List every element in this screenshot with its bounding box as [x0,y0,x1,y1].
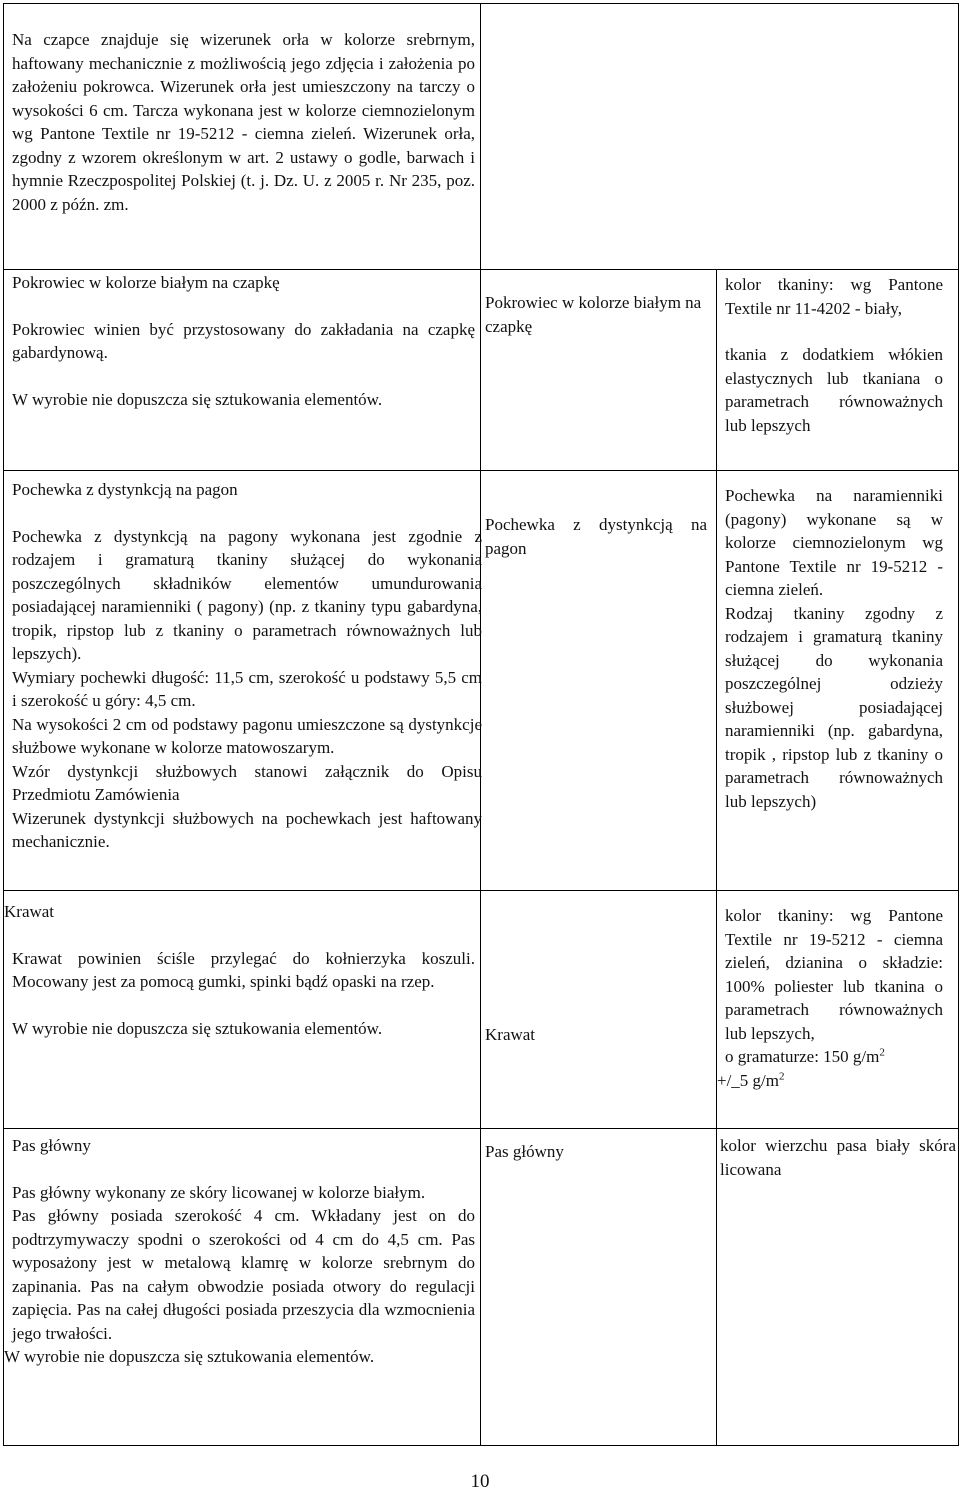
row-epaulette-sleeve-description [12,478,482,854]
eagle-emblem-description [12,28,475,216]
row-note: W wyrobie nie dopuszcza się sztukowania elementów. [4,1347,375,1366]
row-body-paragraph: Krawat powinien ściśle przylegać do kołnierzyka koszuli. Mocowany jest za pomocą gumki, spinki bądź opaski na rzep. [12,948,475,991]
row-note: W wyrobie nie dopuszcza się sztukowania elementów. [12,389,383,409]
row-note: W wyrobie nie dopuszcza się sztukowania elementów. [12,1018,383,1038]
row-belt-description [4,1134,475,1369]
material-grammage [725,1045,943,1069]
grammage-text: o gramaturze: 150 g/m [725,1047,880,1066]
row-body-paragraph: Pochewka z dystynkcją na pagony wykonana jest zgodnie z rodzajem i gramaturą tkaniny służącej do wykonania poszczególnych składników elementów umundurowania posiadającej naramienniki ( pagony) (np. z tkaniny typu gabardyna, tropik, ripstop lub z tkaniny o parametrach równoważnych lub lepszych). [12,526,482,663]
superscript: 2 [779,1069,785,1082]
row-cap-cover-material [725,273,943,437]
row-body-paragraph: Wizerunek dystynkcji służbowych na pochewkach jest haftowany mechanicznie. [12,808,482,851]
page-number: 10 [470,1471,490,1492]
tolerance-text: +/_5 g/m [717,1070,780,1090]
column-divider-2 [716,269,717,1446]
row-divider-1 [3,269,959,270]
product-name: Pokrowiec w kolorze białym na czapkę [485,293,702,336]
row-cap-cover-description [12,271,475,411]
row-body-paragraph: Pokrowiec winien być przystosowany do zakładania na czapkę gabardynową. [12,319,475,362]
row-divider-3 [3,890,959,891]
row-title: Pas główny [12,1136,91,1155]
row-epaulette-sleeve-name [485,513,707,560]
row-body-paragraph: Wzór dystynkcji służbowych stanowi załącznik do Opisu Przedmiotu Zamówienia [12,761,482,804]
material-line: kolor tkaniny: wg Pantone Textile nr 11-4202 - biały, [725,275,943,318]
row-belt-name [485,1140,707,1164]
row-title: Pokrowiec w kolorze białym na czapkę [12,273,280,292]
row-tie-material [717,904,943,1092]
product-name: Krawat [485,1025,536,1044]
material-tolerance [717,1069,943,1093]
row-tie-description [4,900,475,1040]
row-divider-2 [3,470,959,471]
row-epaulette-sleeve-material [725,484,943,813]
row-title: Krawat [4,902,55,921]
product-name: Pochewka z dystynkcją na pagon [485,515,707,558]
material-line: kolor wierzchu pasa biały skóra licowana [720,1136,956,1179]
material-line: tkania z dodatkiem włókien elastycznych lub tkaniana o parametrach równoważnych lub lepszych [725,345,943,435]
row-body-paragraph: Pas główny posiada szerokość 4 cm. Wkładany jest on do podtrzymywaczy spodni o szerokości od 4 cm do 4,5 cm. Pas wyposażony jest w metalową klamrę w kolorze srebrnym do zapinania. Pas na całym obwodzie posiada otwory do regulacji zapięcia. Pas na całej długości posiada przeszycia dla wzmocnienia jego trwałości. [12,1206,475,1343]
row-belt-material [720,1134,956,1181]
table-right-border [958,3,959,1446]
row-body-paragraph: Na wysokości 2 cm od podstawy pagonu umieszczone są dystynkcje służbowe wykonane w kolorze matowoszarym. [12,714,482,757]
eagle-emblem-text: Na czapce znajduje się wizerunek orła w kolorze srebrnym, haftowany mechanicznie z możliwością jego zdjęcia i założenia po założeniu pokrowca. Wizerunek orła jest umieszczony na tarczy o wysokości 6 cm. Tarcza wykonana jest w kolorze ciemnozielonym wg Pantone Textile nr 19-5212 - ciemna zieleń. Wizerunek orła, zgodny z wzorem określonym w art. 2 ustawy o godle, barwach i hymnie Rzeczpospolitej Polskiej (t. j. Dz. U. z 2005 r. Nr 235, poz. 2000 z późn. zm. [12,30,475,214]
row-body-paragraph: Wymiary pochewki długość: 11,5 cm, szerokość u podstawy 5,5 cm i szerokość u góry: 4,5 cm. [12,667,482,710]
superscript: 2 [879,1046,885,1059]
material-line: Rodzaj tkaniny zgodny z rodzajem i gramaturą tkaniny służącej do wykonania poszczególnej odzieży służbowej posiadającej naramienniki (np. gabardyna, tropik , ripstop lub z tkaniny o parametrach równoważnych lub lepszych) [725,603,943,811]
material-line: Pochewka na naramienniki (pagony) wykonane są w kolorze ciemnozielonym wg Pantone Textile nr 19-5212 - ciemna zieleń. [725,486,943,599]
row-divider-4 [3,1128,959,1129]
row-cap-cover-name [485,291,707,338]
material-line: kolor tkaniny: wg Pantone Textile nr 19-5212 - ciemna zieleń, dzianina o składzie: 100% poliester lub tkanina o parametrach równoważnych lub lepszych, [725,906,943,1043]
product-name: Pas główny [485,1142,564,1161]
table-left-border [3,3,4,1446]
table-bottom-border [3,1445,959,1446]
row-body-paragraph: Pas główny wykonany ze skóry licowanej w kolorze białym. [12,1182,426,1202]
row-title: Pochewka z dystynkcją na pagon [12,480,238,499]
row-tie-name [485,1023,707,1047]
table-top-border [3,3,959,4]
